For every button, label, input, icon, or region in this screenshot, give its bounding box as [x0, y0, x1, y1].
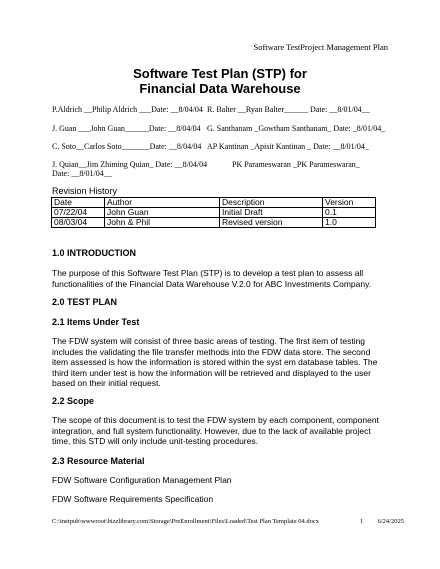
- signature-right: G. Santhanam _Gowtham Santhanam_ Date: _8/01/04_: [207, 124, 386, 133]
- table-cell: 1.0: [323, 218, 376, 228]
- list-item: FDW Software Configuration Management Plan: [52, 475, 232, 485]
- table-header-cell: Date: [52, 198, 105, 208]
- document-title: [0, 66, 440, 96]
- signature-row: [52, 124, 412, 134]
- signature-left: P.Aldrich __Philip Aldrich ___Date: __8/04/04: [52, 105, 203, 114]
- signature-left: J. Guan ___John Guan______Date: __8/04/04: [52, 124, 201, 133]
- page-footer: [52, 518, 404, 525]
- table-cell: Initial Draft: [220, 208, 323, 218]
- title-line-1: Software Test Plan (STP) for: [133, 66, 307, 81]
- table-cell: 0.1: [323, 208, 376, 218]
- signature-row: [52, 105, 412, 115]
- revision-history-label: Revision History: [52, 186, 118, 196]
- footer-date: 6/24/2025: [377, 518, 404, 525]
- signature-left: Date: __8/01/04__: [52, 169, 112, 178]
- table-row: [52, 208, 376, 218]
- table-cell: John Guan: [105, 208, 220, 218]
- section-heading: 2.1 Items Under Test: [52, 317, 140, 327]
- table-cell: 08/03/04: [52, 218, 105, 228]
- section-heading: 2.0 TEST PLAN: [52, 297, 118, 307]
- signature-right: R. Balter __Ryan Balter______ Date: __8/01/04__: [207, 105, 370, 114]
- table-header-cell: Version: [323, 198, 376, 208]
- title-line-2: Financial Data Warehouse: [139, 81, 301, 96]
- signature-left: C. Soto__Carlos Soto_______Date: __8/04/04: [52, 142, 202, 151]
- section-heading: 2.2 Scope: [52, 396, 95, 406]
- revision-history-table: [51, 197, 376, 228]
- list-item: FDW Software Requirements Specification: [52, 494, 214, 504]
- table-cell: John & Phil: [105, 218, 220, 228]
- section-paragraph: The FDW system will consist of three basic areas of testing. The first item of testing includes the validating the file transfer methods into the FDW data store. The second item assessed is how the information is stored within the syst em database tables. The third item under test is how the information will be retrieved and displayed to the user based on their initial request.: [52, 336, 378, 388]
- signature-right: PK Parameswaran _PK Parameswaran_: [232, 160, 360, 169]
- table-row: [52, 218, 376, 228]
- signature-left: J. Quian__Jim Zhiming Quian_ Date: __8/04/04: [52, 160, 208, 169]
- section-heading: 2.3 Resource Material: [52, 456, 145, 466]
- file-path: C:\inetpub\wwwroot\bizzlibrary.com\Storage\PreEnrollment\Files\Loaded\Test Plan Template 04.docx: [52, 518, 319, 525]
- section-paragraph: The purpose of this Software Test Plan (STP) is to develop a test plan to assess all functionalities of the Financial Data Warehouse V.2.0 for ABC Investments Company.: [52, 268, 372, 289]
- page-number: 1: [360, 518, 364, 525]
- table-header-cell: Description: [220, 198, 323, 208]
- table-cell: 07/22/04: [52, 208, 105, 218]
- running-header: Software TestProject Management Plan: [253, 42, 388, 52]
- table-header-cell: Author: [105, 198, 220, 208]
- signature-row: [52, 169, 412, 179]
- signature-right: AP Kantinan _Apisit Kantinan _ Date: __8/01/04_: [207, 142, 369, 151]
- section-paragraph: The scope of this document is to test the FDW system by each component, component integration, and full system functionality. However, due to the lack of available project time, this STD will only include unit-testing procedures.: [52, 415, 379, 446]
- table-cell: Revised version: [220, 218, 323, 228]
- section-heading: 1.0 INTRODUCTION: [52, 248, 137, 258]
- table-header-row: [52, 198, 376, 208]
- signature-row: [52, 142, 412, 152]
